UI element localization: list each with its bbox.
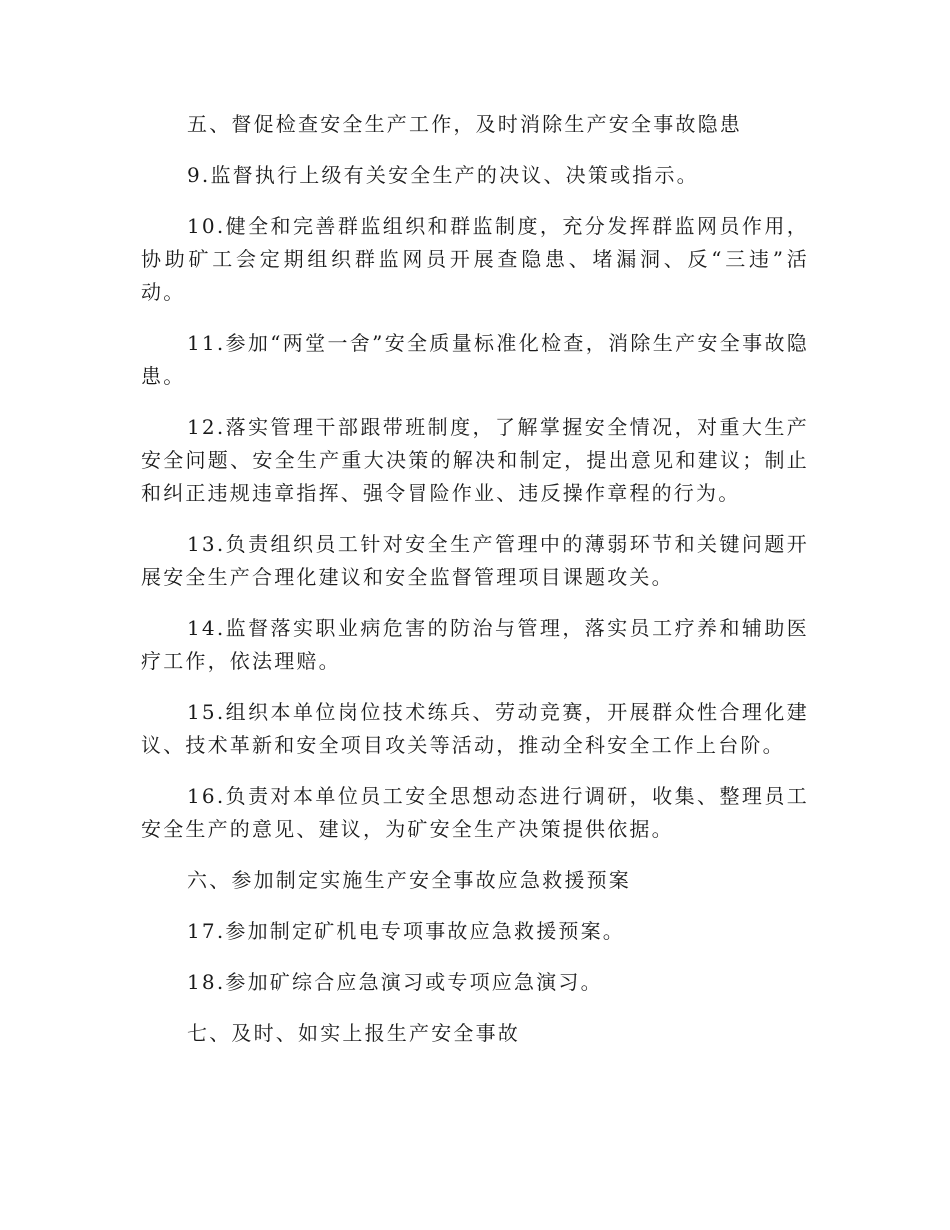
- paragraph-item-11: 11.参加“两堂一舍”安全质量标准化检查，消除生产安全事故隐患。: [141, 331, 809, 388]
- section-heading-5: 五、督促检查安全生产工作，及时消除生产安全事故隐患: [187, 112, 742, 136]
- paragraph-item-16: 16.负责对本单位员工安全思想动态进行调研，收集、整理员工安全生产的意见、建议，为矿安全生产决策提供依据。: [141, 784, 809, 841]
- section-heading-7: 七、及时、如实上报生产安全事故: [187, 1021, 520, 1045]
- paragraph-item-10: 10.健全和完善群监组织和群监制度，充分发挥群监网员作用，协助矿工会定期组织群监网员开展查隐患、堵漏洞、反“三违”活动。: [141, 214, 809, 304]
- section-heading-6: 六、参加制定实施生产安全事故应急救援预案: [187, 868, 631, 892]
- paragraph-item-13: 13.负责组织员工针对安全生产管理中的薄弱环节和关键问题开展安全生产合理化建议和安全监督管理项目课题攻关。: [141, 532, 809, 589]
- paragraph-item-9: 9.监督执行上级有关安全生产的决议、决策或指示。: [187, 163, 699, 187]
- paragraph-item-12: 12.落实管理干部跟带班制度，了解掌握安全情况，对重大生产安全问题、安全生产重大决策的解决和制定，提出意见和建议；制止和纠正违规违章指挥、强令冒险作业、违反操作章程的行为。: [141, 415, 809, 505]
- paragraph-item-14: 14.监督落实职业病危害的防治与管理，落实员工疗养和辅助医疗工作，依法理赔。: [141, 616, 809, 673]
- paragraph-item-15: 15.组织本单位岗位技术练兵、劳动竞赛，开展群众性合理化建议、技术革新和安全项目攻关等活动，推动全科安全工作上台阶。: [141, 700, 809, 757]
- paragraph-item-17: 17.参加制定矿机电专项事故应急救援预案。: [187, 919, 626, 943]
- paragraph-item-18: 18.参加矿综合应急演习或专项应急演习。: [187, 970, 603, 994]
